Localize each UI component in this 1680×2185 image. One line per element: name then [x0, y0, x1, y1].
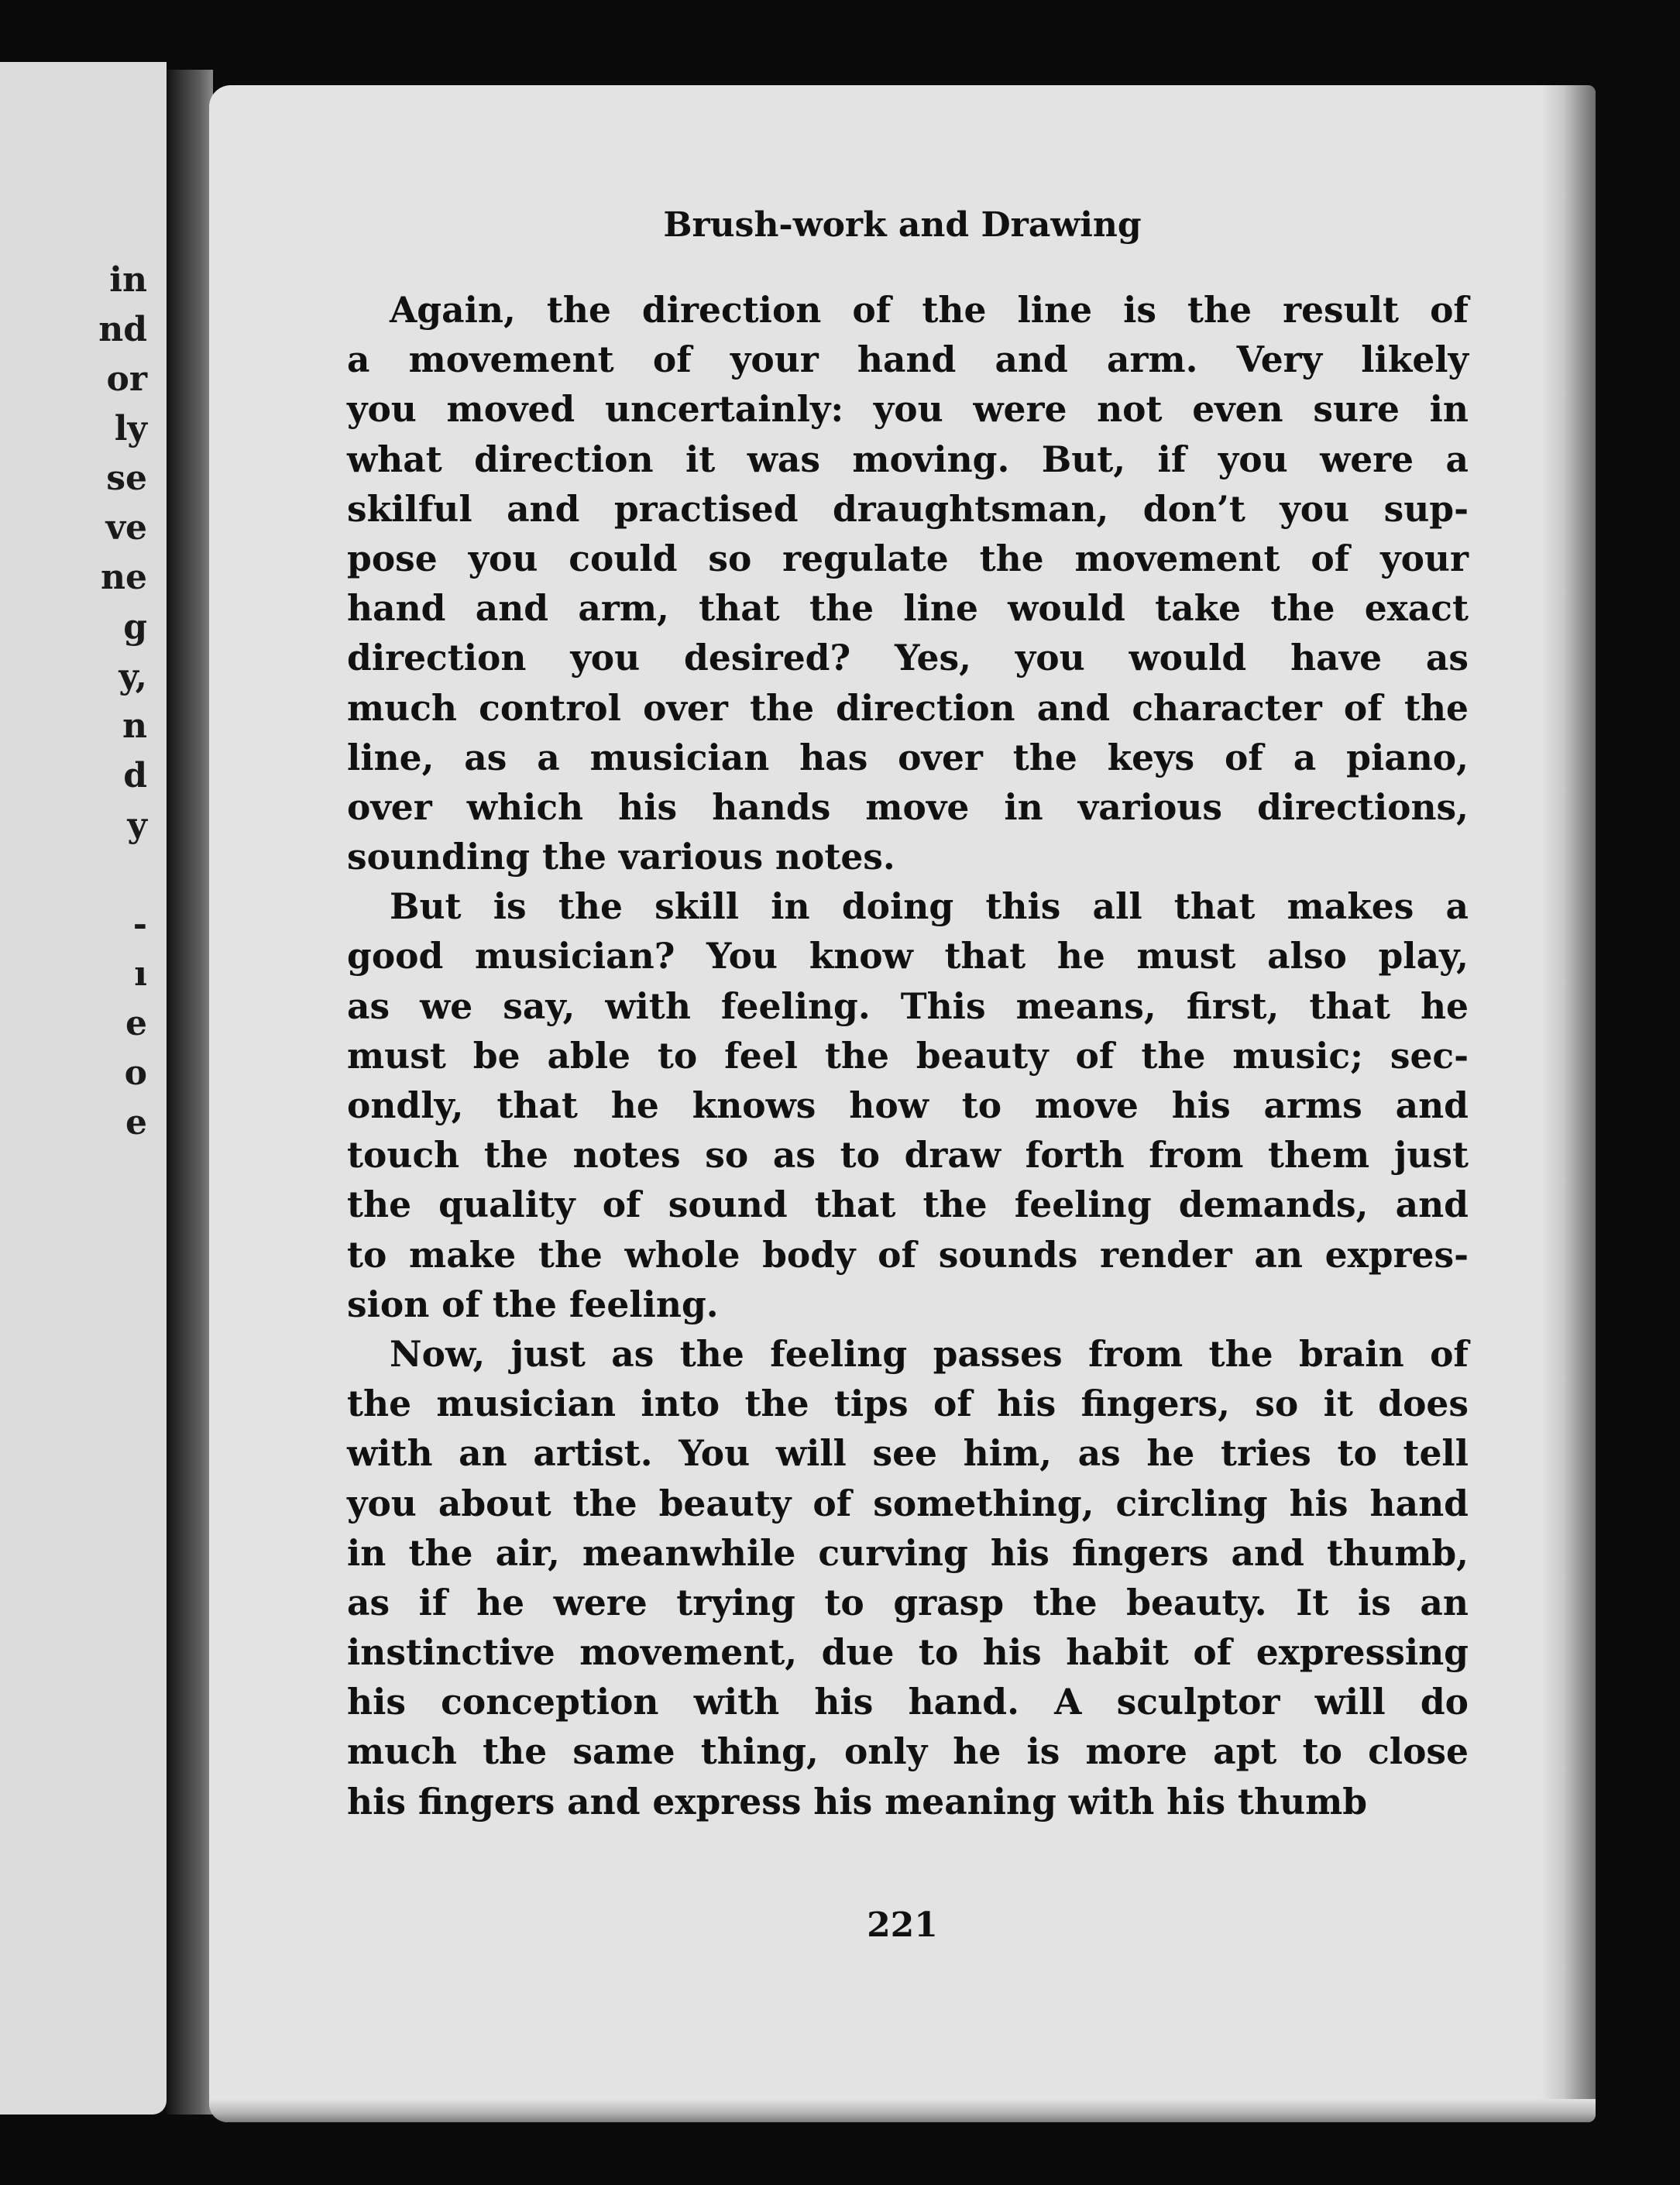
text-line: to make the whole body of sounds render an expres- — [347, 1233, 1469, 1276]
text-line: as if he were trying to grasp the beauty. It is an — [347, 1581, 1469, 1623]
left-page-fragment: or — [106, 359, 147, 399]
page-number: 221 — [867, 1905, 938, 1945]
left-page-fragment: - — [132, 905, 147, 944]
text-line: the quality of sound that the feeling demands, and — [347, 1184, 1469, 1226]
text-line: must be able to feel the beauty of the music; sec- — [347, 1034, 1469, 1077]
left-page-fragment: nd — [98, 310, 147, 349]
text-line: sion of the feeling. — [347, 1283, 719, 1325]
book-page — [209, 85, 1596, 2122]
book-gutter — [167, 70, 213, 2115]
text-line: Again, the direction of the line is the result of — [390, 289, 1469, 331]
text-line: sounding the various notes. — [347, 836, 895, 878]
left-facing-page — [0, 62, 167, 2115]
text-line: in the air, meanwhile curving his fingers and thumb, — [347, 1531, 1469, 1574]
text-line: Now, just as the feeling passes from the brain of — [390, 1332, 1469, 1375]
left-page-fragment: in — [109, 260, 147, 300]
left-page-fragment: d — [123, 756, 147, 795]
running-head: Brush-work and Drawing — [663, 205, 1142, 245]
text-line: with an artist. You will see him, as he tries to tell — [347, 1432, 1469, 1475]
left-page-fragment: n — [122, 706, 147, 746]
left-page-fragment: o — [124, 1053, 147, 1093]
text-line: his conception with his hand. A sculptor will do — [347, 1681, 1469, 1723]
text-line: over which his hands move in various directions, — [347, 785, 1469, 828]
text-line: pose you could so regulate the movement of your — [347, 537, 1469, 579]
text-line: touch the notes so as to draw forth from them just — [347, 1134, 1469, 1177]
left-page-text-fragments — [0, 256, 155, 1148]
left-page-fragment: e — [125, 1004, 147, 1043]
left-page-fragment — [0, 850, 155, 900]
text-line: what direction it was moving. But, if you were a — [347, 438, 1469, 480]
text-line: ondly, that he knows how to move his arms and — [347, 1084, 1469, 1126]
text-line: you moved uncertainly: you were not even sure in — [347, 388, 1469, 431]
left-page-fragment: ı — [134, 954, 147, 994]
text-line: instinctive movement, due to his habit of expressing — [347, 1631, 1469, 1674]
text-line: as we say, with feeling. This means, first, that he — [347, 984, 1469, 1027]
text-line: the musician into the tips of his fingers, so it does — [347, 1383, 1469, 1425]
left-page-fragment: se — [106, 459, 147, 498]
text-line: line, as a musician has over the keys of a piano, — [347, 736, 1469, 778]
body-text — [347, 285, 1469, 1826]
text-line: you about the beauty of something, circling his hand — [347, 1482, 1469, 1524]
text-line: much control over the direction and character of the — [347, 686, 1469, 729]
text-line: hand and arm, that the line would take the exact — [347, 587, 1469, 630]
left-page-fragment: y, — [119, 657, 147, 696]
text-line: his fingers and express his meaning with his thumb — [347, 1780, 1368, 1823]
left-page-fragment: g — [123, 607, 147, 647]
left-page-fragment: ly — [114, 409, 147, 448]
text-line: direction you desired? Yes, you would have as — [347, 637, 1469, 679]
text-line: much the same thing, only he is more apt to close — [347, 1730, 1469, 1773]
text-line: a movement of your hand and arm. Very likely — [347, 338, 1469, 381]
text-line: good musician? You know that he must also play, — [347, 935, 1469, 977]
left-page-fragment: e — [125, 1103, 147, 1142]
page-right-edge — [1541, 85, 1596, 2122]
left-page-fragment: y — [127, 806, 147, 845]
text-line: skilful and practised draughtsman, don’t you sup- — [347, 487, 1469, 530]
page-bottom-edge — [209, 2099, 1596, 2122]
left-page-fragment: ne — [101, 558, 147, 597]
text-line: But is the skill in doing this all that makes a — [390, 885, 1469, 928]
left-page-fragment: ve — [105, 508, 147, 548]
